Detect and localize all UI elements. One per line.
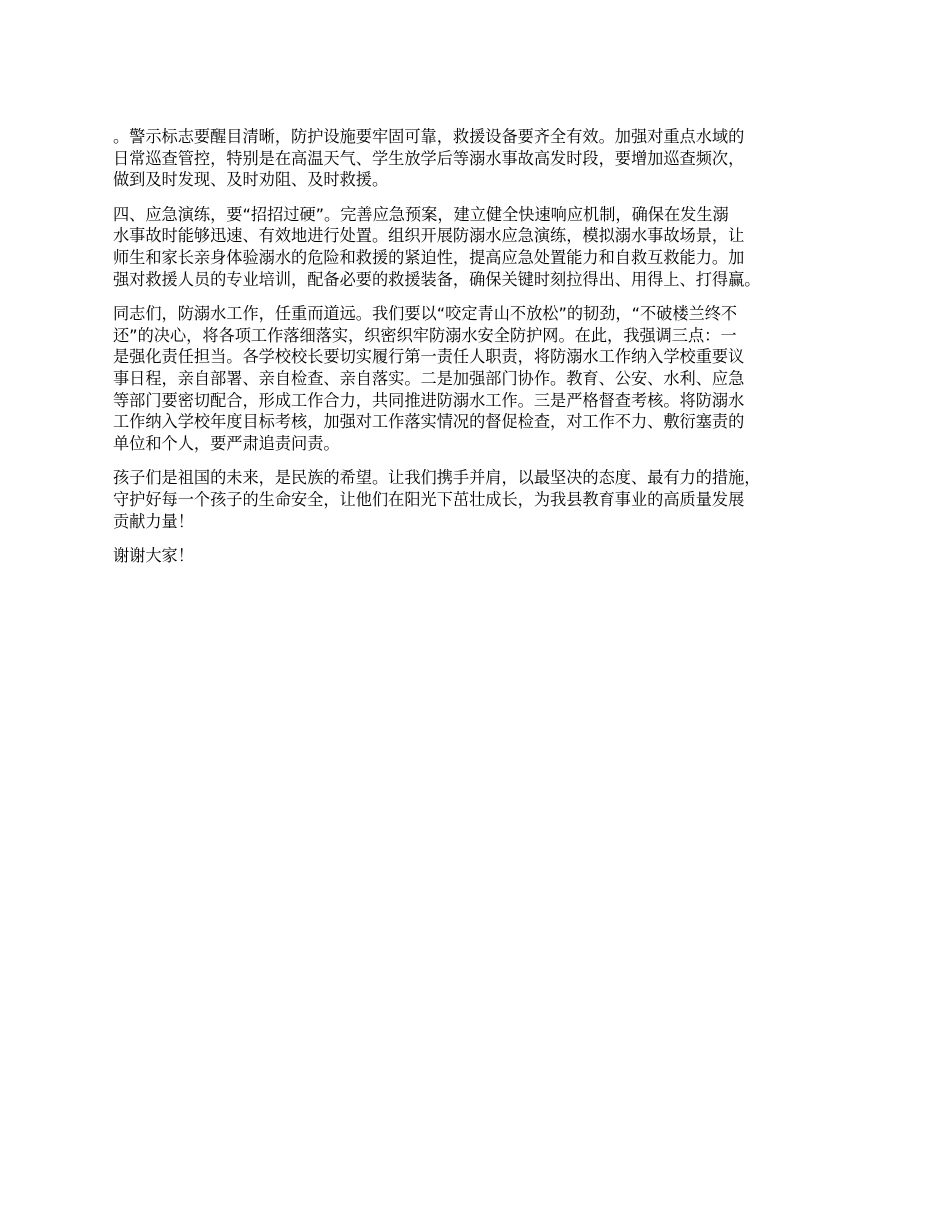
document-body — [113, 126, 855, 567]
paragraph-patrol: 。警示标志要醒目清晰，防护设施要牢固可靠，救援设备要齐全有效。加强对重点水域的 日常巡查管控，特别是在高温天气、学生放学后等溺水事故高发时段，要增加巡查频次， 做到及时发现、及时劝阻、及时救援。 — [113, 127, 745, 190]
paragraph-thanks: 谢谢大家！ — [113, 546, 194, 566]
paragraph-children: 孩子们是祖国的未来，是民族的希望。让我们携手并肩，以最坚决的态度、最有力的措施， 守护好每一个孩子的生命安全，让他们在阳光下茁壮成长，为我县教育事业的高质量发展 贡献力量！ — [113, 468, 761, 531]
paragraph-emergency-drill: 四、应急演练，要“招招过硬”。完善应急预案，建立健全快速响应机制，确保在发生溺 水事故时能够迅速、有效地进行处置。组织开展防溺水应急演练，模拟溺水事故场景，让 师生和家长亲身体验溺水的危险和救援的紧迫性，提高应急处置能力和自救互救能力。加 强对救援人员的专业培训，配备必要的救援装备，确保关键时刻拉得出、用得上、打得赢。 — [113, 204, 761, 289]
paragraph-comrades: 同志们，防溺水工作，任重而道远。我们要以“咬定青山不放松”的韧劲，“不破楼兰终不 还”的决心，将各项工作落细落实，织密织牢防溺水安全防护网。在此，我强调三点：一 是强化责任担当。各学校校长要切实履行第一责任人职责，将防溺水工作纳入学校重要议 事日程，亲自部署、亲自检查、亲自落实。二是加强部门协作。教育、公安、水利、应急 等部门要密切配合，形成工作合力，共同推进防溺水工作。三是严格督查考核。将防溺水 工作纳入学校年度目标考核，加强对工作落实情况的督促检查，对工作不力、敷衍塞责的 单位和个人，要严肃追责问责。 — [113, 304, 745, 453]
